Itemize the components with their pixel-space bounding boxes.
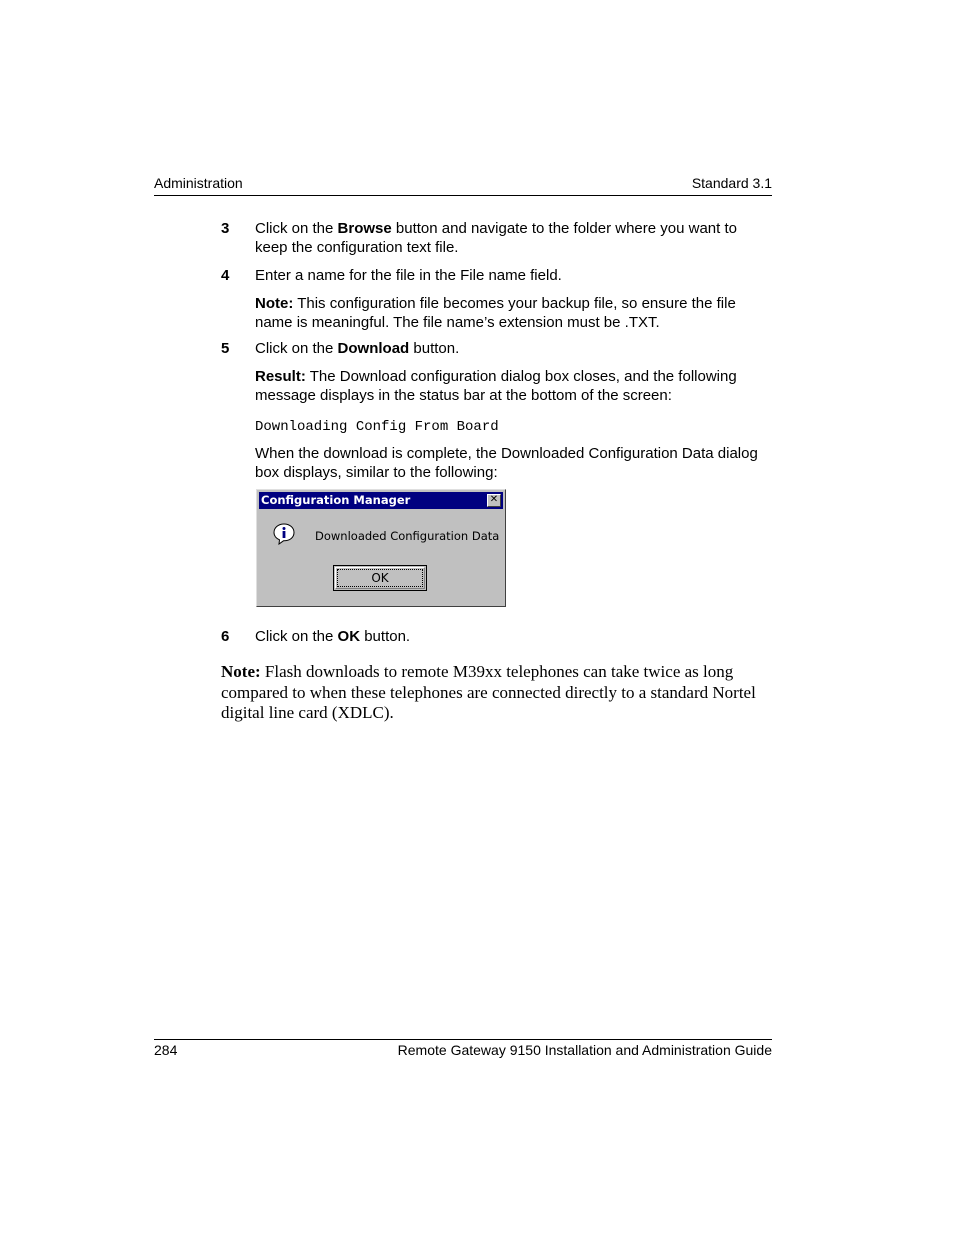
ok-button[interactable] bbox=[333, 565, 427, 591]
complete-paragraph: When the download is complete, the Downloaded Configuration Data dialog box displays, similar to the following: bbox=[255, 445, 758, 481]
step-number: 5 bbox=[221, 340, 230, 357]
header-standard: Standard 3.1 bbox=[691, 175, 772, 191]
step-6 bbox=[221, 627, 772, 646]
guide-title: Remote Gateway 9150 Installation and Administration Guide bbox=[397, 1042, 772, 1058]
note-text: This configuration file becomes your backup file, so ensure the file name is meaningful. The file name’s extension must be .TXT. bbox=[255, 295, 736, 331]
step-text-bold: Download bbox=[337, 340, 410, 357]
flash-download-note bbox=[221, 662, 772, 724]
dialog-titlebar bbox=[259, 492, 503, 509]
step-3 bbox=[221, 219, 772, 257]
ok-button-label: OK bbox=[371, 571, 389, 585]
step-number: 6 bbox=[221, 628, 230, 645]
result-paragraph bbox=[255, 367, 772, 405]
step-text bbox=[255, 627, 772, 646]
note-filename bbox=[255, 294, 772, 332]
note-text: Flash downloads to remote M39xx telephones can take twice as long compared to when these telephones are connected directly to a standard Nortel digital line card (XDLC). bbox=[221, 662, 756, 722]
step-text bbox=[255, 219, 772, 257]
step-4 bbox=[221, 266, 772, 285]
step-number: 4 bbox=[221, 267, 230, 284]
close-icon[interactable]: ✕ bbox=[487, 494, 501, 507]
page-header bbox=[154, 175, 772, 196]
step-text-pre: Click on the bbox=[255, 340, 338, 357]
status-message-code: Downloading Config From Board bbox=[255, 419, 499, 435]
step-text-post: button. bbox=[360, 628, 411, 645]
step-text-bold: Browse bbox=[337, 220, 392, 237]
note-label: Note: bbox=[221, 662, 261, 681]
config-manager-dialog bbox=[256, 489, 506, 607]
info-icon bbox=[273, 523, 295, 545]
step-number: 3 bbox=[221, 220, 230, 237]
step-text bbox=[255, 339, 772, 358]
step-text-post: button and navigate to the folder where you want to keep the configuration text file. bbox=[255, 220, 737, 256]
step-text-post: button. bbox=[409, 340, 460, 357]
step-text: Enter a name for the file in the File name field. bbox=[255, 267, 562, 284]
page-footer bbox=[154, 1039, 772, 1058]
result-text: The Download configuration dialog box closes, and the following message displays in the status bar at the bottom of the screen: bbox=[255, 368, 737, 404]
step-text-bold: OK bbox=[337, 628, 361, 645]
result-label: Result: bbox=[255, 368, 306, 385]
dialog-title: Configuration Manager bbox=[261, 493, 411, 507]
step-5 bbox=[221, 339, 772, 358]
dialog-message: Downloaded Configuration Data bbox=[315, 529, 500, 543]
step-text-pre: Click on the bbox=[255, 220, 338, 237]
note-label: Note: bbox=[255, 295, 294, 312]
page-number: 284 bbox=[154, 1042, 178, 1058]
header-section: Administration bbox=[154, 175, 243, 191]
step-text-pre: Click on the bbox=[255, 628, 338, 645]
